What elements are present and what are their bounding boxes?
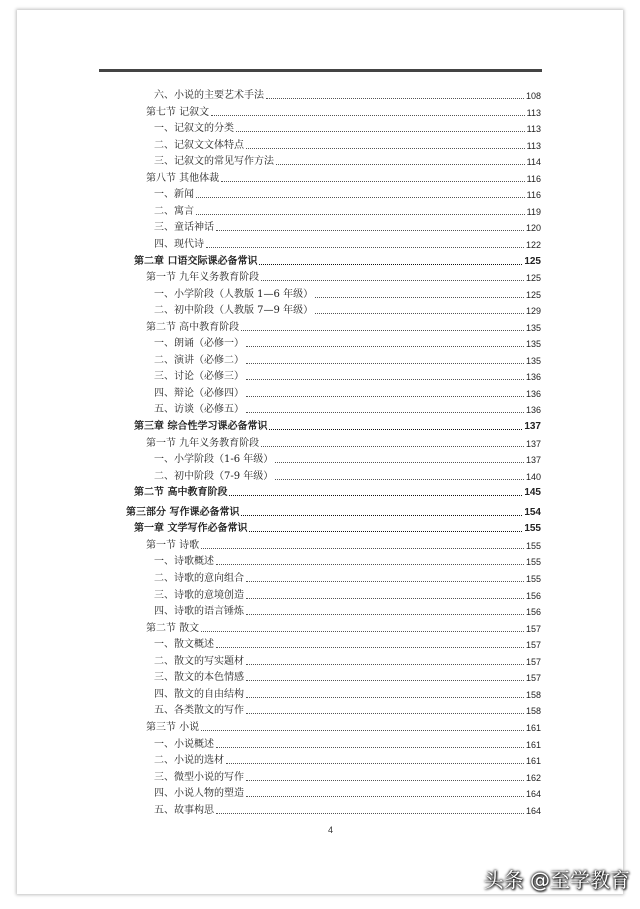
toc-entry-page: 157 — [525, 623, 541, 634]
dot-leader — [246, 680, 524, 681]
toc-entry — [154, 402, 541, 416]
toc-entry-label: 四、散文的自由结构 — [154, 688, 244, 700]
toc-entry-label: 二、演讲（必修二） — [154, 354, 244, 366]
toc-entry-page: 125 — [525, 289, 541, 300]
dot-leader — [315, 297, 524, 298]
toc-entry-page: 125 — [524, 255, 541, 267]
toc-entry — [154, 786, 541, 800]
toc-entry-label: 二、诗歌的意向组合 — [154, 573, 244, 584]
toc-entry-label: 第一节 九年义务教育阶段 — [146, 272, 260, 284]
toc-entry — [146, 436, 541, 450]
toc-entry-label: 第二节 散文 — [146, 622, 200, 634]
dot-leader — [201, 631, 524, 632]
toc-entry-page: 116 — [526, 190, 541, 201]
dot-leader — [261, 280, 524, 281]
toc-entry — [154, 588, 541, 602]
toc-entry-label: 一、小学阶段（人教版 1—6 年级） — [154, 288, 314, 300]
dot-leader — [261, 446, 524, 447]
toc-entry-page: 157 — [525, 656, 541, 667]
toc-entry-label: 三、诗歌的意境创造 — [154, 589, 244, 601]
toc-entry-label: 二、初中阶段（人教版 7—9 年级） — [154, 305, 314, 317]
toc-entry-page: 162 — [525, 772, 541, 783]
toc-entry-page: 158 — [525, 706, 541, 717]
toc-entry-page: 135 — [525, 355, 541, 366]
toc-entry-label: 第一节 诗歌 — [146, 539, 200, 551]
toc-entry — [146, 621, 541, 635]
toc-entry — [154, 703, 541, 717]
toc-entry — [154, 154, 541, 168]
toc-entry-label: 一、散文概述 — [154, 639, 214, 651]
toc-entry — [146, 171, 541, 185]
dot-leader — [246, 379, 524, 380]
toc-entry — [154, 237, 541, 251]
toc-entry-label: 第八节 其他体裁 — [146, 172, 220, 184]
toc-entry-page: 137 — [525, 455, 541, 466]
toc-entry-label: 第七节 记叙文 — [146, 106, 210, 118]
toc-entry-label: 二、小说的选材 — [154, 755, 224, 766]
toc-entry-label: 第三部分 写作课必备常识 — [126, 506, 240, 518]
toc-entry-page: 137 — [524, 421, 541, 432]
toc-entry-label: 第三节 小说 — [146, 721, 200, 733]
toc-entry — [154, 670, 541, 684]
toc-entry-page: 129 — [525, 306, 541, 317]
dot-leader — [246, 412, 524, 413]
toc-entry-label: 一、新闻 — [154, 189, 194, 201]
toc-entry-label: 三、记叙文的常见写作方法 — [154, 156, 274, 168]
toc-entry-page: 145 — [524, 487, 541, 499]
dot-leader — [315, 313, 524, 314]
toc-entry — [154, 220, 541, 234]
toc-entry-label: 一、朗诵（必修一） — [154, 338, 244, 350]
toc-entry-page: 136 — [525, 388, 541, 399]
toc-entry — [134, 521, 541, 535]
toc-entry-page: 114 — [526, 157, 541, 168]
toc-entry — [154, 604, 541, 618]
toc-entry-page: 156 — [525, 590, 541, 601]
toc-entry — [146, 720, 541, 734]
toc-entry-page: 154 — [524, 506, 541, 518]
toc-entry-label: 四、小说人物的塑造 — [154, 788, 244, 800]
dot-leader — [216, 230, 524, 231]
toc-entry-page: 135 — [525, 339, 541, 350]
toc-entry-label: 四、诗歌的语言锤炼 — [154, 606, 244, 618]
dot-leader — [226, 763, 524, 764]
toc-entry — [146, 538, 541, 552]
toc-entry — [154, 287, 541, 301]
toc-entry — [154, 770, 541, 784]
toc-entry — [154, 654, 541, 668]
toc-entry-page: 155 — [525, 540, 541, 551]
toc-entry — [154, 687, 541, 701]
dot-leader — [211, 115, 524, 116]
toc-entry — [146, 270, 541, 284]
toc-entry-page: 155 — [524, 523, 541, 535]
toc-entry-label: 三、童话神话 — [154, 222, 214, 234]
dot-leader — [246, 598, 524, 599]
toc-entry-label: 四、辩论（必修四） — [154, 387, 244, 399]
toc-entry-label: 第一章 文学写作必备常识 — [134, 523, 248, 535]
toc-entry-page: 155 — [525, 557, 541, 568]
toc-entry — [134, 485, 541, 499]
toc-entry-label: 五、各类散文的写作 — [154, 705, 244, 717]
toc-entry-label: 一、小说概述 — [154, 738, 214, 750]
dot-leader — [246, 396, 524, 397]
dot-leader — [259, 264, 522, 265]
toc-entry-label: 第三章 综合性学习课必备常识 — [134, 421, 268, 432]
dot-leader — [196, 197, 525, 198]
dot-leader — [246, 697, 524, 698]
toc-entry-page: 113 — [526, 140, 541, 151]
page-number: 4 — [328, 825, 334, 835]
toc-entry — [154, 571, 541, 585]
toc-entry — [146, 320, 541, 334]
toc-entry-page: 136 — [525, 405, 541, 416]
dot-leader — [246, 363, 524, 364]
toc-entry-label: 第二节 高中教育阶段 — [146, 321, 240, 333]
toc-entry — [154, 369, 541, 383]
dot-leader — [249, 531, 522, 532]
dot-leader — [246, 346, 524, 347]
toc-entry-page: 158 — [525, 689, 541, 700]
toc-entry — [154, 336, 541, 350]
dot-leader — [241, 515, 522, 516]
dot-leader — [269, 429, 522, 430]
dot-leader — [246, 581, 524, 582]
toc-entry-label: 二、初中阶段（7-9 年级） — [154, 470, 274, 482]
toc-entry-page: 157 — [525, 640, 541, 651]
toc-entry-label: 一、小学阶段（1-6 年级） — [154, 454, 274, 466]
toc-entry — [154, 121, 541, 135]
toc-entry-label: 二、散文的写实题材 — [154, 655, 244, 667]
toc-entry-page: 136 — [525, 372, 541, 383]
dot-leader — [216, 747, 524, 748]
toc-entry — [154, 204, 541, 218]
dot-leader — [216, 647, 524, 648]
toc-entry-page: 137 — [525, 438, 541, 449]
toc-entry — [154, 353, 541, 367]
dot-leader — [246, 664, 524, 665]
dot-leader — [216, 564, 524, 565]
toc-entry — [154, 187, 541, 201]
toc-entry-label: 第二章 口语交际课必备常识 — [134, 255, 258, 267]
toc-entry-page: 161 — [525, 722, 541, 733]
dot-leader — [276, 164, 525, 165]
dot-leader — [246, 148, 525, 149]
dot-leader — [246, 780, 524, 781]
toc-entry — [134, 419, 541, 433]
toc-entry-page: 140 — [525, 471, 541, 482]
toc-entry — [154, 88, 541, 102]
toc-entry-label: 三、散文的本色情感 — [154, 672, 244, 684]
dot-leader — [216, 813, 524, 814]
toc-entry-page: 135 — [525, 322, 541, 333]
toc-entry-label: 三、微型小说的写作 — [154, 771, 244, 783]
toc-entry — [146, 105, 541, 119]
toc-entry — [154, 637, 541, 651]
toc-entry-page: 155 — [525, 574, 541, 584]
toc-entry-page: 125 — [525, 273, 541, 284]
toc-entry — [126, 505, 541, 519]
dot-leader — [229, 495, 522, 496]
toc-entry — [154, 303, 541, 317]
toc-entry-page: 113 — [526, 124, 541, 135]
dot-leader — [221, 181, 524, 182]
toc-entry-page: 161 — [525, 756, 541, 766]
toc-entry-label: 一、记叙文的分类 — [154, 123, 234, 135]
toc-entry-label: 二、寓言 — [154, 205, 194, 217]
toc-entry-label: 第一节 九年义务教育阶段 — [146, 437, 260, 449]
toc-entry-page: 120 — [525, 223, 541, 234]
dot-leader — [201, 730, 524, 731]
toc-entry-label: 五、故事构思 — [154, 804, 214, 816]
toc-entry-page: 108 — [525, 91, 541, 101]
dot-leader — [275, 462, 524, 463]
toc-entry-page: 161 — [525, 739, 541, 750]
toc-entry — [154, 737, 541, 751]
toc-entry-page: 119 — [526, 206, 541, 217]
toc-entry-label: 三、讨论（必修三） — [154, 371, 244, 383]
toc-entry-page: 113 — [526, 107, 541, 118]
dot-leader — [236, 131, 525, 132]
toc-entry — [154, 452, 541, 466]
toc-entry-label: 二、记叙文文体特点 — [154, 139, 244, 151]
dot-leader — [266, 98, 524, 99]
dot-leader — [201, 548, 524, 549]
toc-entry-label: 六、小说的主要艺术手法 — [154, 90, 264, 101]
watermark: 头条 @至学教育 — [483, 868, 630, 892]
toc-entry — [154, 386, 541, 400]
toc-entry-label: 第二节 高中教育阶段 — [134, 487, 228, 499]
dot-leader — [206, 247, 524, 248]
toc-entry — [154, 803, 541, 817]
dot-leader — [246, 796, 524, 797]
dot-leader — [246, 614, 524, 615]
dot-leader — [241, 330, 524, 331]
header-rule — [99, 69, 542, 72]
toc-entry-label: 四、现代诗 — [154, 239, 204, 250]
toc-entry — [154, 469, 541, 483]
toc-entry-label: 一、诗歌概述 — [154, 556, 214, 568]
dot-leader — [246, 713, 524, 714]
toc-entry-page: 122 — [525, 240, 541, 250]
toc-entry — [134, 254, 541, 268]
toc-entry — [154, 753, 541, 767]
toc-entry-page: 164 — [525, 789, 541, 800]
dot-leader — [196, 214, 525, 215]
toc-entry-label: 五、访谈（必修五） — [154, 404, 244, 416]
toc-entry-page: 164 — [525, 805, 541, 816]
toc-entry — [154, 554, 541, 568]
toc-entry-page: 156 — [525, 607, 541, 618]
toc-entry-page: 157 — [525, 673, 541, 684]
toc-entry — [154, 138, 541, 152]
toc-entry-page: 116 — [526, 173, 541, 184]
dot-leader — [275, 479, 524, 480]
